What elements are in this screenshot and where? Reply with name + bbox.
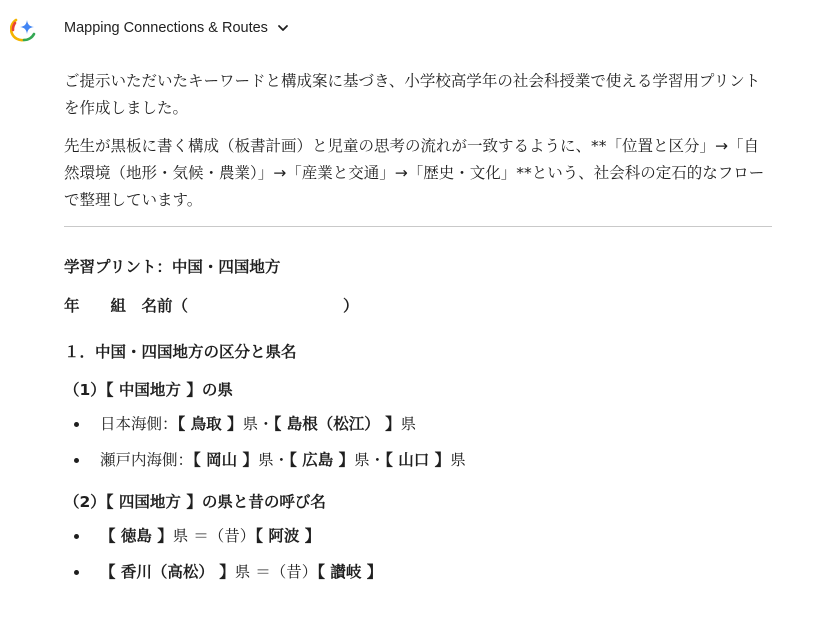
sub-heading-chugoku: （1）【 中国地方 】の県 xyxy=(64,381,233,399)
flow-paragraph: 先生が黒板に書く構成（板書計画）と児童の思考の流れが一致するように、**「位置と区分」→「自然環境（地形・気候・農業）」→「産業と交通」→「歴史・文化」**という、社会科の定石的なフローで整理しています。 xyxy=(64,137,765,209)
shikoku-prefecture-list xyxy=(64,524,774,584)
divider xyxy=(64,226,772,227)
conversation-title: Mapping Connections & Routes xyxy=(64,20,268,36)
list-item-text: 県・ xyxy=(258,451,290,469)
name-line: 年 組 名前（ ） xyxy=(64,297,359,315)
answer-text: 【 讃岐 】 xyxy=(317,563,383,581)
gemini-sparkle-icon xyxy=(10,16,38,44)
answer-text: 【 山口 】 xyxy=(385,451,451,469)
sub-heading-shikoku: （2）【 四国地方 】の県と昔の呼び名 xyxy=(64,493,326,511)
answer-text: 【 広島 】 xyxy=(289,451,355,469)
conversation-title-button[interactable] xyxy=(58,14,296,42)
chugoku-prefecture-list xyxy=(64,412,774,472)
list-item-text: 県 xyxy=(400,415,417,433)
section-heading: １．中国・四国地方の区分と県名 xyxy=(64,343,297,361)
list-item xyxy=(64,524,774,548)
bullet-icon xyxy=(74,458,79,463)
bullet-icon xyxy=(74,422,79,427)
answer-text: 【 鳥取 】 xyxy=(177,415,243,433)
chevron-down-icon xyxy=(276,21,290,35)
answer-text: 【 香川（高松） 】 xyxy=(100,563,235,581)
answer-text: 【 岡山 】 xyxy=(193,451,259,469)
list-item-text: 県・ xyxy=(354,451,386,469)
list-item xyxy=(64,560,774,584)
answer-text: 【 島根（松江） 】 xyxy=(273,415,401,433)
list-item xyxy=(64,448,774,472)
answer-text: 【 徳島 】 xyxy=(100,527,173,545)
list-item xyxy=(64,412,774,436)
bullet-icon xyxy=(74,570,79,575)
answer-text: 【 阿波 】 xyxy=(255,527,321,545)
list-item-prefix: 日本海側： xyxy=(100,415,178,433)
header xyxy=(0,0,838,56)
list-item-text: 県 ＝（昔） xyxy=(172,527,256,545)
response-content xyxy=(64,68,774,584)
list-item-text: 県 ＝（昔） xyxy=(234,563,318,581)
list-item-text: 県・ xyxy=(242,415,274,433)
list-item-text: 県 xyxy=(450,451,466,469)
print-title: 学習プリント：中国・四国地方 xyxy=(64,258,281,276)
intro-paragraph: ご提示いただいたキーワードと構成案に基づき、小学校高学年の社会科授業で使える学習用プリントを作成しました。 xyxy=(64,72,761,117)
bullet-icon xyxy=(74,534,79,539)
list-item-prefix: 瀬戸内海側： xyxy=(100,451,194,469)
